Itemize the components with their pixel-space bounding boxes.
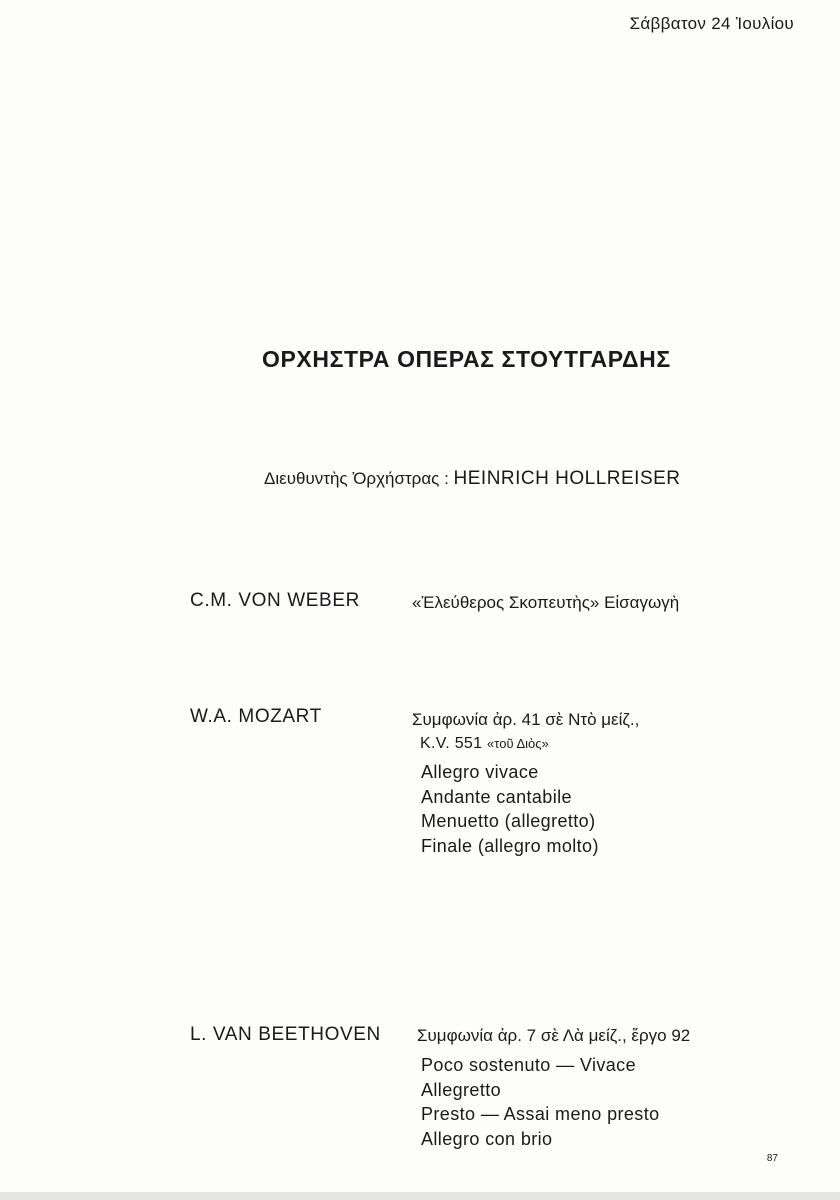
page-date-header: Σάββατον 24 Ἰουλίου <box>629 14 794 33</box>
list-item: Menuetto (allegretto) <box>421 811 596 831</box>
page-bottom-edge <box>0 1192 840 1200</box>
composer-mozart: W.A. MOZART <box>190 706 322 727</box>
list-item: Poco sostenuto — Vivace <box>421 1055 636 1075</box>
list-item: Allegro vivace <box>421 762 539 782</box>
work-mozart-line1: Συμφωνία ἀρ. 41 σὲ Ντὸ μείζ., <box>412 710 640 729</box>
page-title: ΟΡΧΗΣΤΡΑ ΟΠΕΡΑΣ ΣΤΟΥΤΓΑΡΔΗΣ <box>262 346 671 372</box>
movement-list-beethoven <box>421 1053 660 1151</box>
page-number: 87 <box>766 1153 778 1164</box>
list-item: Allegretto <box>421 1079 502 1100</box>
list-item: Presto — Assai meno presto <box>421 1104 660 1124</box>
composer-weber: C.M. VON WEBER <box>190 590 360 611</box>
conductor-name: HEINRICH HOLLREISER <box>453 468 681 489</box>
list-item: Finale (allegro molto) <box>421 835 599 856</box>
work-beethoven: Συμφωνία ἀρ. 7 σὲ Λὰ μείζ., ἔργο 92 <box>417 1026 691 1045</box>
work-mozart-nickname: «τοῦ Διὸς» <box>487 736 549 751</box>
work-weber: «Ἐλεύθερος Σκοπευτὴς» Εἰσαγωγὴ <box>412 593 680 612</box>
conductor-line <box>264 468 681 490</box>
conductor-label: Διευθυντὴς Ὀρχήστρας : <box>264 469 449 488</box>
work-mozart-kv: K.V. 551 <box>420 735 483 752</box>
list-item: Andante cantabile <box>421 786 572 807</box>
composer-beethoven: L. VAN BEETHOVEN <box>190 1024 381 1045</box>
work-mozart-line2 <box>420 733 549 753</box>
list-item: Allegro con brio <box>421 1128 553 1149</box>
movement-list-mozart <box>421 760 599 858</box>
